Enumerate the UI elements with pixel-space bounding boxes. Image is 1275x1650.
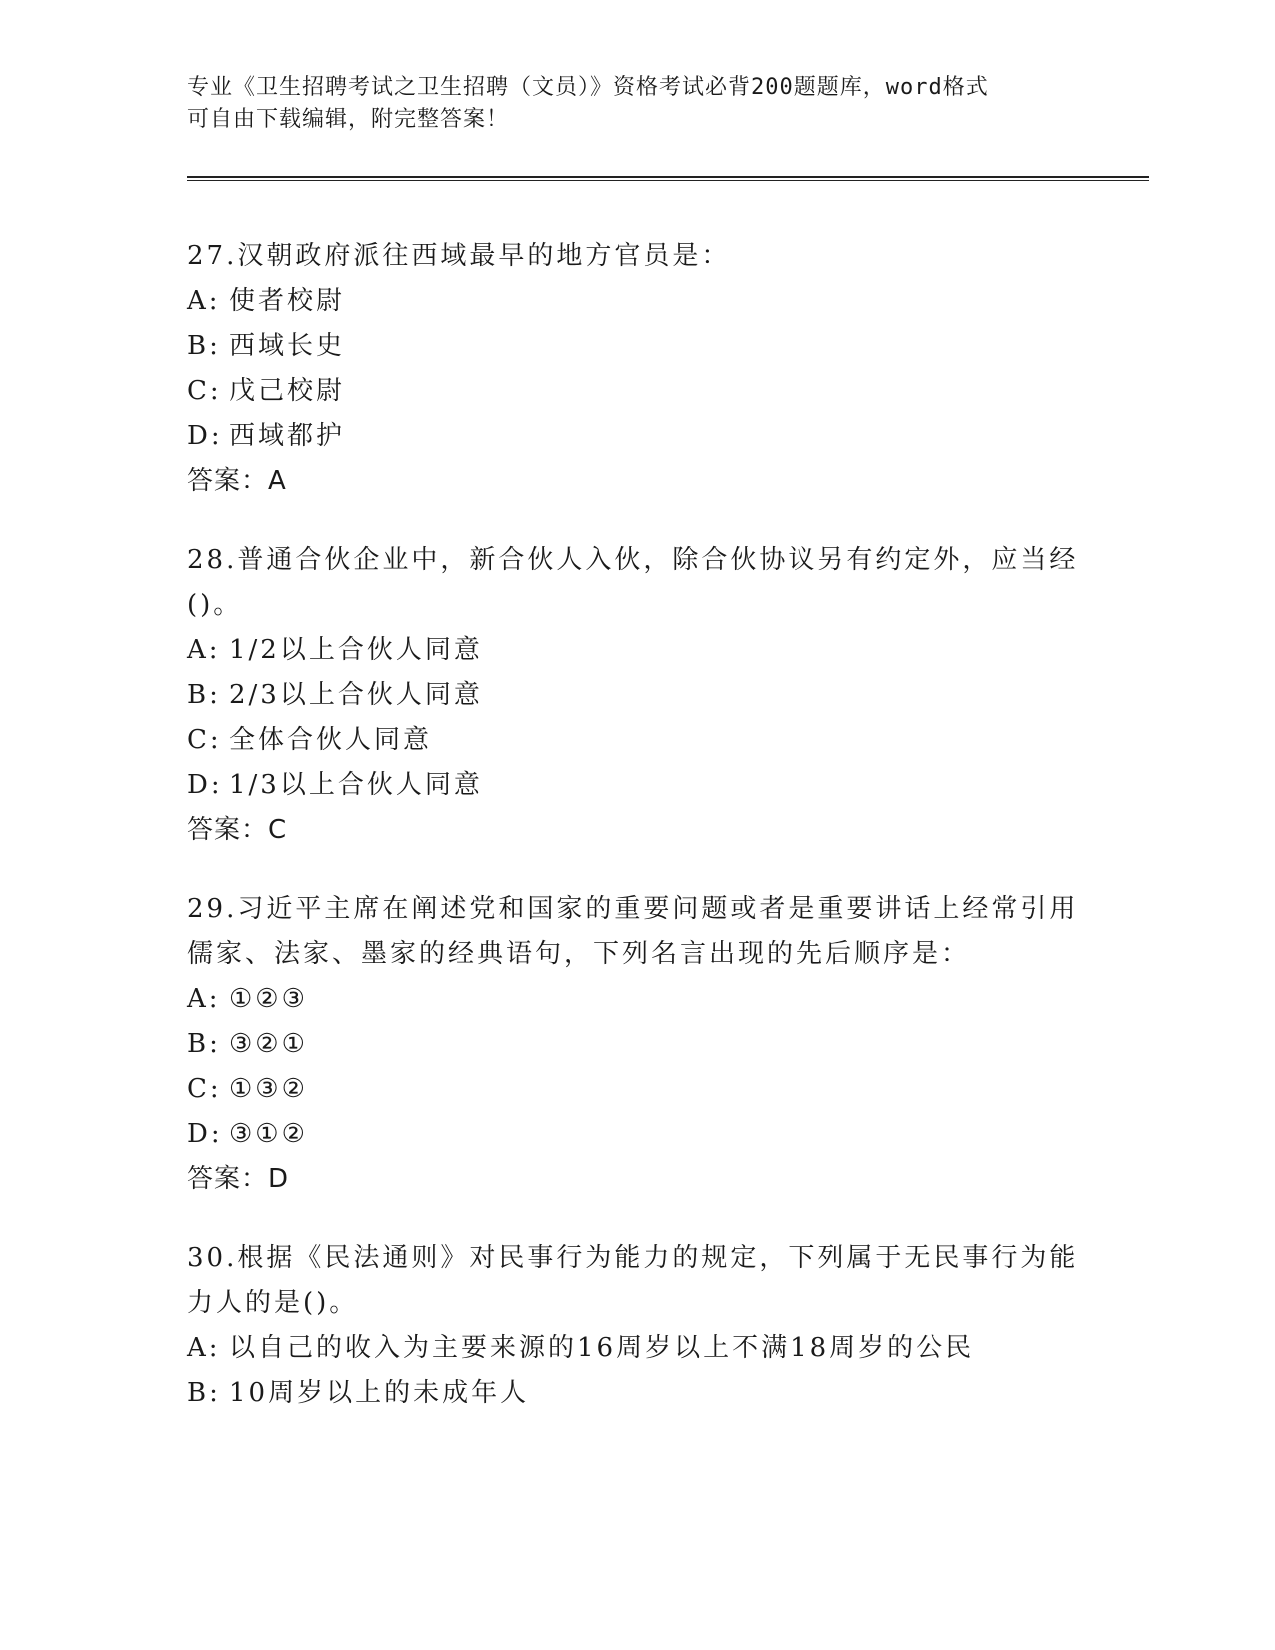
question-stem: 28.普通合伙企业中，新合伙人入伙，除合伙协议另有约定外，应当经()。 — [187, 545, 1079, 620]
header-divider — [187, 176, 1149, 181]
option-letter: C: — [187, 725, 222, 755]
question-stem: 29.习近平主席在阐述党和国家的重要问题或者是重要讲话上经常引用儒家、法家、墨家的经典语句，下列名言出现的先后顺序是： — [187, 894, 1079, 969]
option-text: ①③② — [229, 1074, 308, 1104]
option-letter: C: — [187, 1074, 222, 1104]
option-letter: D: — [187, 421, 223, 451]
option-letter: A: — [187, 1333, 221, 1363]
answer-line: 答案：C — [187, 815, 288, 845]
header-line-2: 可自由下载编辑，附完整答案！ — [187, 107, 510, 132]
option-letter: D: — [187, 770, 223, 800]
option-letter: B: — [187, 1029, 221, 1059]
option-d — [187, 1112, 1087, 1157]
option-d — [187, 763, 1087, 808]
question-stem: 27.汉朝政府派往西域最早的地方官员是： — [187, 241, 731, 271]
option-text: 1/2以上合伙人同意 — [229, 635, 483, 665]
option-a — [187, 977, 1087, 1022]
option-text: 全体合伙人同意 — [229, 725, 433, 755]
option-letter: B: — [187, 1378, 221, 1408]
option-letter: B: — [187, 331, 221, 361]
header-line-1: 专业《卫生招聘考试之卫生招聘（文员）》资格考试必背200题题库，word格式 — [187, 75, 989, 100]
option-text: 2/3以上合伙人同意 — [229, 680, 483, 710]
option-letter: A: — [187, 635, 221, 665]
option-text: ③①② — [229, 1119, 308, 1149]
option-letter: C: — [187, 376, 222, 406]
question-stem: 30.根据《民法通则》对民事行为能力的规定，下列属于无民事行为能力人的是()。 — [187, 1243, 1079, 1318]
option-letter: B: — [187, 680, 221, 710]
question-list — [187, 234, 1087, 1450]
option-c — [187, 369, 1087, 414]
question-27 — [187, 234, 1087, 504]
option-b — [187, 1371, 1087, 1416]
answer-line: 答案：D — [187, 1164, 290, 1194]
option-letter: D: — [187, 1119, 223, 1149]
option-text: 戊己校尉 — [229, 376, 346, 406]
option-text: 1/3以上合伙人同意 — [229, 770, 483, 800]
option-b — [187, 324, 1087, 369]
answer-line: 答案：A — [187, 466, 287, 496]
option-text: ①②③ — [229, 984, 308, 1014]
option-text: 以自己的收入为主要来源的16周岁以上不满18周岁的公民 — [229, 1333, 975, 1363]
question-30 — [187, 1236, 1087, 1416]
option-b — [187, 1022, 1087, 1067]
question-28 — [187, 538, 1087, 853]
option-text: ③②① — [229, 1029, 308, 1059]
option-text: 西域都护 — [229, 421, 346, 451]
option-a — [187, 279, 1087, 324]
option-c — [187, 1067, 1087, 1112]
option-c — [187, 718, 1087, 763]
document-header — [187, 72, 1087, 136]
option-a — [187, 1326, 1087, 1371]
option-d — [187, 414, 1087, 459]
option-text: 西域长史 — [229, 331, 346, 361]
option-b — [187, 673, 1087, 718]
option-text: 使者校尉 — [229, 286, 346, 316]
option-letter: A: — [187, 286, 221, 316]
option-text: 10周岁以上的未成年人 — [229, 1378, 530, 1408]
option-a — [187, 628, 1087, 673]
option-letter: A: — [187, 984, 221, 1014]
question-29 — [187, 887, 1087, 1202]
